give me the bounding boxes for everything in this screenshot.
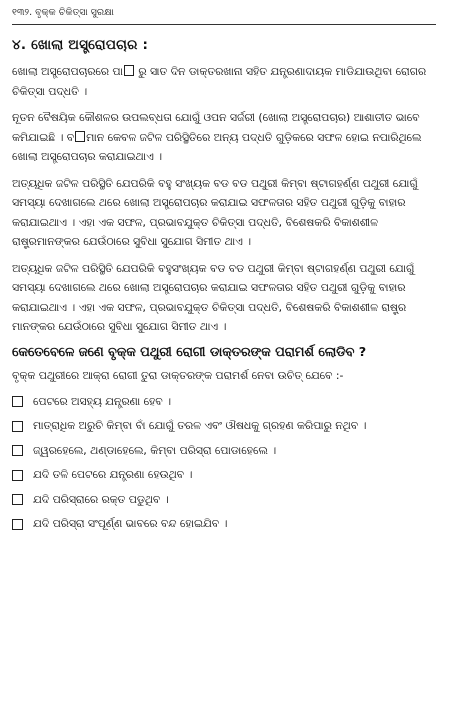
checklist-item	[12, 488, 436, 513]
paragraph-4: ଅତ୍ୟଧିକ ଜଟିଳ ପରିସ୍ଥିତି ଯେପରିକି ବହୁସଂଖ୍ୟକ ବଡ ବଡ ପଥୁରୀ କିମ୍ବା ଷ୍ଟାଗହର୍ଣ୍ଣ ପଥୁରୀ ଯୋଗୁଁ ସମସ୍ୟା ଦେଖାଗଲେ ଥରେ ଖୋଲା ଅସ୍ତ୍ରୋପଚାର କରାଯାଇ ସଫଳତାର ସହିତ ପଥୁରୀ ଗୁଡ଼ିକୁ ବାହାର କରାଯାଇଥାଏ । ଏହା ଏକ ସଫଳ, ପ୍ରଭାବଯୁକ୍ତ ଚିକିତ୍ସା ପଦ୍ଧତି, ବିଶେଷକରି ବିକାଶଶୀଳ ରାଷ୍ଟ୍ର ମାନଙ୍କର ଯେଉଁଠାରେ ସୁବିଧା ସୁଯୋଗ ସିମୀତ ଥାଏ ।	[12, 261, 415, 333]
running-header	[12, 0, 436, 22]
symptom-checklist	[12, 390, 436, 537]
checklist-item-text: ଜ୍ୱରହେଲେ, ଥଣ୍ଡାହେଲେ, କିମ୍ବା ପରିସ୍ରା ପୋଡାହେଲେ ।	[33, 443, 277, 457]
subheading: କେତେବେଳେ ଜଣେ ବୃକ୍କ ପଥୁରୀ ରୋଗୀ ଡାକ୍ତରଙ୍କ ପରାମର୍ଶ ଲୋଡିବ ?	[12, 344, 367, 360]
checklist-item-text: ମାତ୍ରାଧିକ ଅରୁଚି କିମ୍ବା ବାଁ ଯୋଗୁଁ ତରଳ ଏବଂ ଔଷଧକୁ ଗ୍ରହଣ କରିପାରୁ ନଥିବ ।	[33, 419, 367, 433]
checklist-item-text: ଯଦି ପରିସ୍ରା ସଂପୂର୍ଣ୍ଣ ଭାବରେ ବନ୍ଦ ହୋଇଯିବ ।	[33, 517, 228, 531]
checkbox-icon	[12, 396, 23, 407]
checkbox-icon	[12, 519, 23, 530]
section-title: ୪. ଖୋଲା ଅସ୍ତ୍ରୋପଚାର :	[12, 37, 149, 53]
checklist-item	[12, 414, 436, 439]
checkbox-icon	[12, 421, 23, 432]
checklist-item	[12, 390, 436, 415]
checkbox-icon	[12, 494, 23, 505]
checklist-item	[12, 439, 436, 464]
paragraph-2-text-b: ମାନ କେବଳ ଜଟିଳ ପରିସ୍ଥିତିରେ ଅନ୍ୟ ପଦ୍ଧତି ଗୁଡ଼ିକରେ ସଫଳ ହୋଇ ନପାରିଥିଲେ ଖୋଲା ଅସ୍ତ୍ରୋପଚାର କରାଯାଇଥାଏ ।	[12, 130, 422, 163]
paragraph-1-text-b: ରୁ ସାତ ଦିନ ଡାକ୍ତରଖାନା ସହିତ ଯନ୍ତ୍ରଣାଦାୟକ ମାଡିଯାଉଥିବା ରୋଗର ଚିକିତ୍ସା ପଦ୍ଧତି ।	[12, 65, 427, 98]
checklist-item	[12, 463, 436, 488]
header-divider	[12, 24, 436, 25]
paragraph-1	[12, 62, 436, 101]
checklist-item-text: ଯଦି ତଳି ପେଟରେ ଯନ୍ତ୍ରଣା ହେଉଥିବ ।	[33, 468, 193, 482]
checkbox-icon	[12, 445, 23, 456]
paragraph-2-text-a: ନୂତନ ବୈଷୟିକ କୌଶଳର ଉପଲବ୍ଧତା ଯୋଗୁଁ ଓପନ ସର୍ଜରୀ (ଖୋଲା ଅସ୍ତ୍ରୋପଚାର) ଆଶାତୀତ ଭାବେ କମିଯାଇଛି । ବ	[12, 111, 420, 144]
missing-glyph-box	[124, 65, 134, 76]
paragraph-1-text-a: ଖୋଲା ଅସ୍ତ୍ରୋପଚାରରେ ପା	[12, 65, 123, 78]
paragraph-2	[12, 108, 436, 167]
checkbox-icon	[12, 470, 23, 481]
checklist-item-text: ଯଦି ପରିସ୍ରାରେ ରକ୍ତ ପଡୁଥିବ ।	[33, 492, 169, 506]
checklist-intro: ବୃକ୍କ ପଥୁରୀରେ ଆକ୍ରା ରୋଗୀ ତୁରା ଡାକ୍ତରଙ୍କ ପରାମର୍ଶ ନେବା ଉଚିତ୍ ଯେବେ :-	[12, 368, 344, 382]
missing-glyph-box	[75, 131, 85, 142]
page-header-label: ୧୩୨. ବୃକ୍କ ଚିକିତ୍ସା ସୁରକ୍ଷା	[12, 6, 114, 18]
checklist-item-text: ପେଟରେ ଅସହ୍ୟ ଯନ୍ତ୍ରଣା ହେବ ।	[33, 394, 171, 408]
paragraph-3: ଅତ୍ୟଧିକ ଜଟିଳ ପରିସ୍ଥିତି ଯେପରିକି ବହୁ ସଂଖ୍ୟକ ବଡ ବଡ ପଥୁରୀ କିମ୍ବା ଷ୍ଟାଗହର୍ଣ୍ଣ ପଥୁରୀ ଯୋଗୁଁ ସମସ୍ୟା ଦେଖାଗଲେ ଥରେ ଖୋଲା ଅସ୍ତ୍ରୋପଚାର କରାଯାଇ ସଫଳତାର ସହିତ ପଥୁରୀ ଗୁଡ଼ିକୁ ବାହାର କରାଯାଇଥାଏ । ଏହା ଏକ ସଫଳ, ପ୍ରଭାବଯୁକ୍ତ ଚିକିତ୍ସା ପଦ୍ଧତି, ବିଶେଷକରି ବିକାଶଶୀଳ ରାଷ୍ଟ୍ରମାନଙ୍କର ଯେଉଁଠାରେ ସୁବିଧା ସୁଯୋଗ ସିମୀତ ଥାଏ ।	[12, 176, 418, 248]
checklist-item	[12, 512, 436, 537]
